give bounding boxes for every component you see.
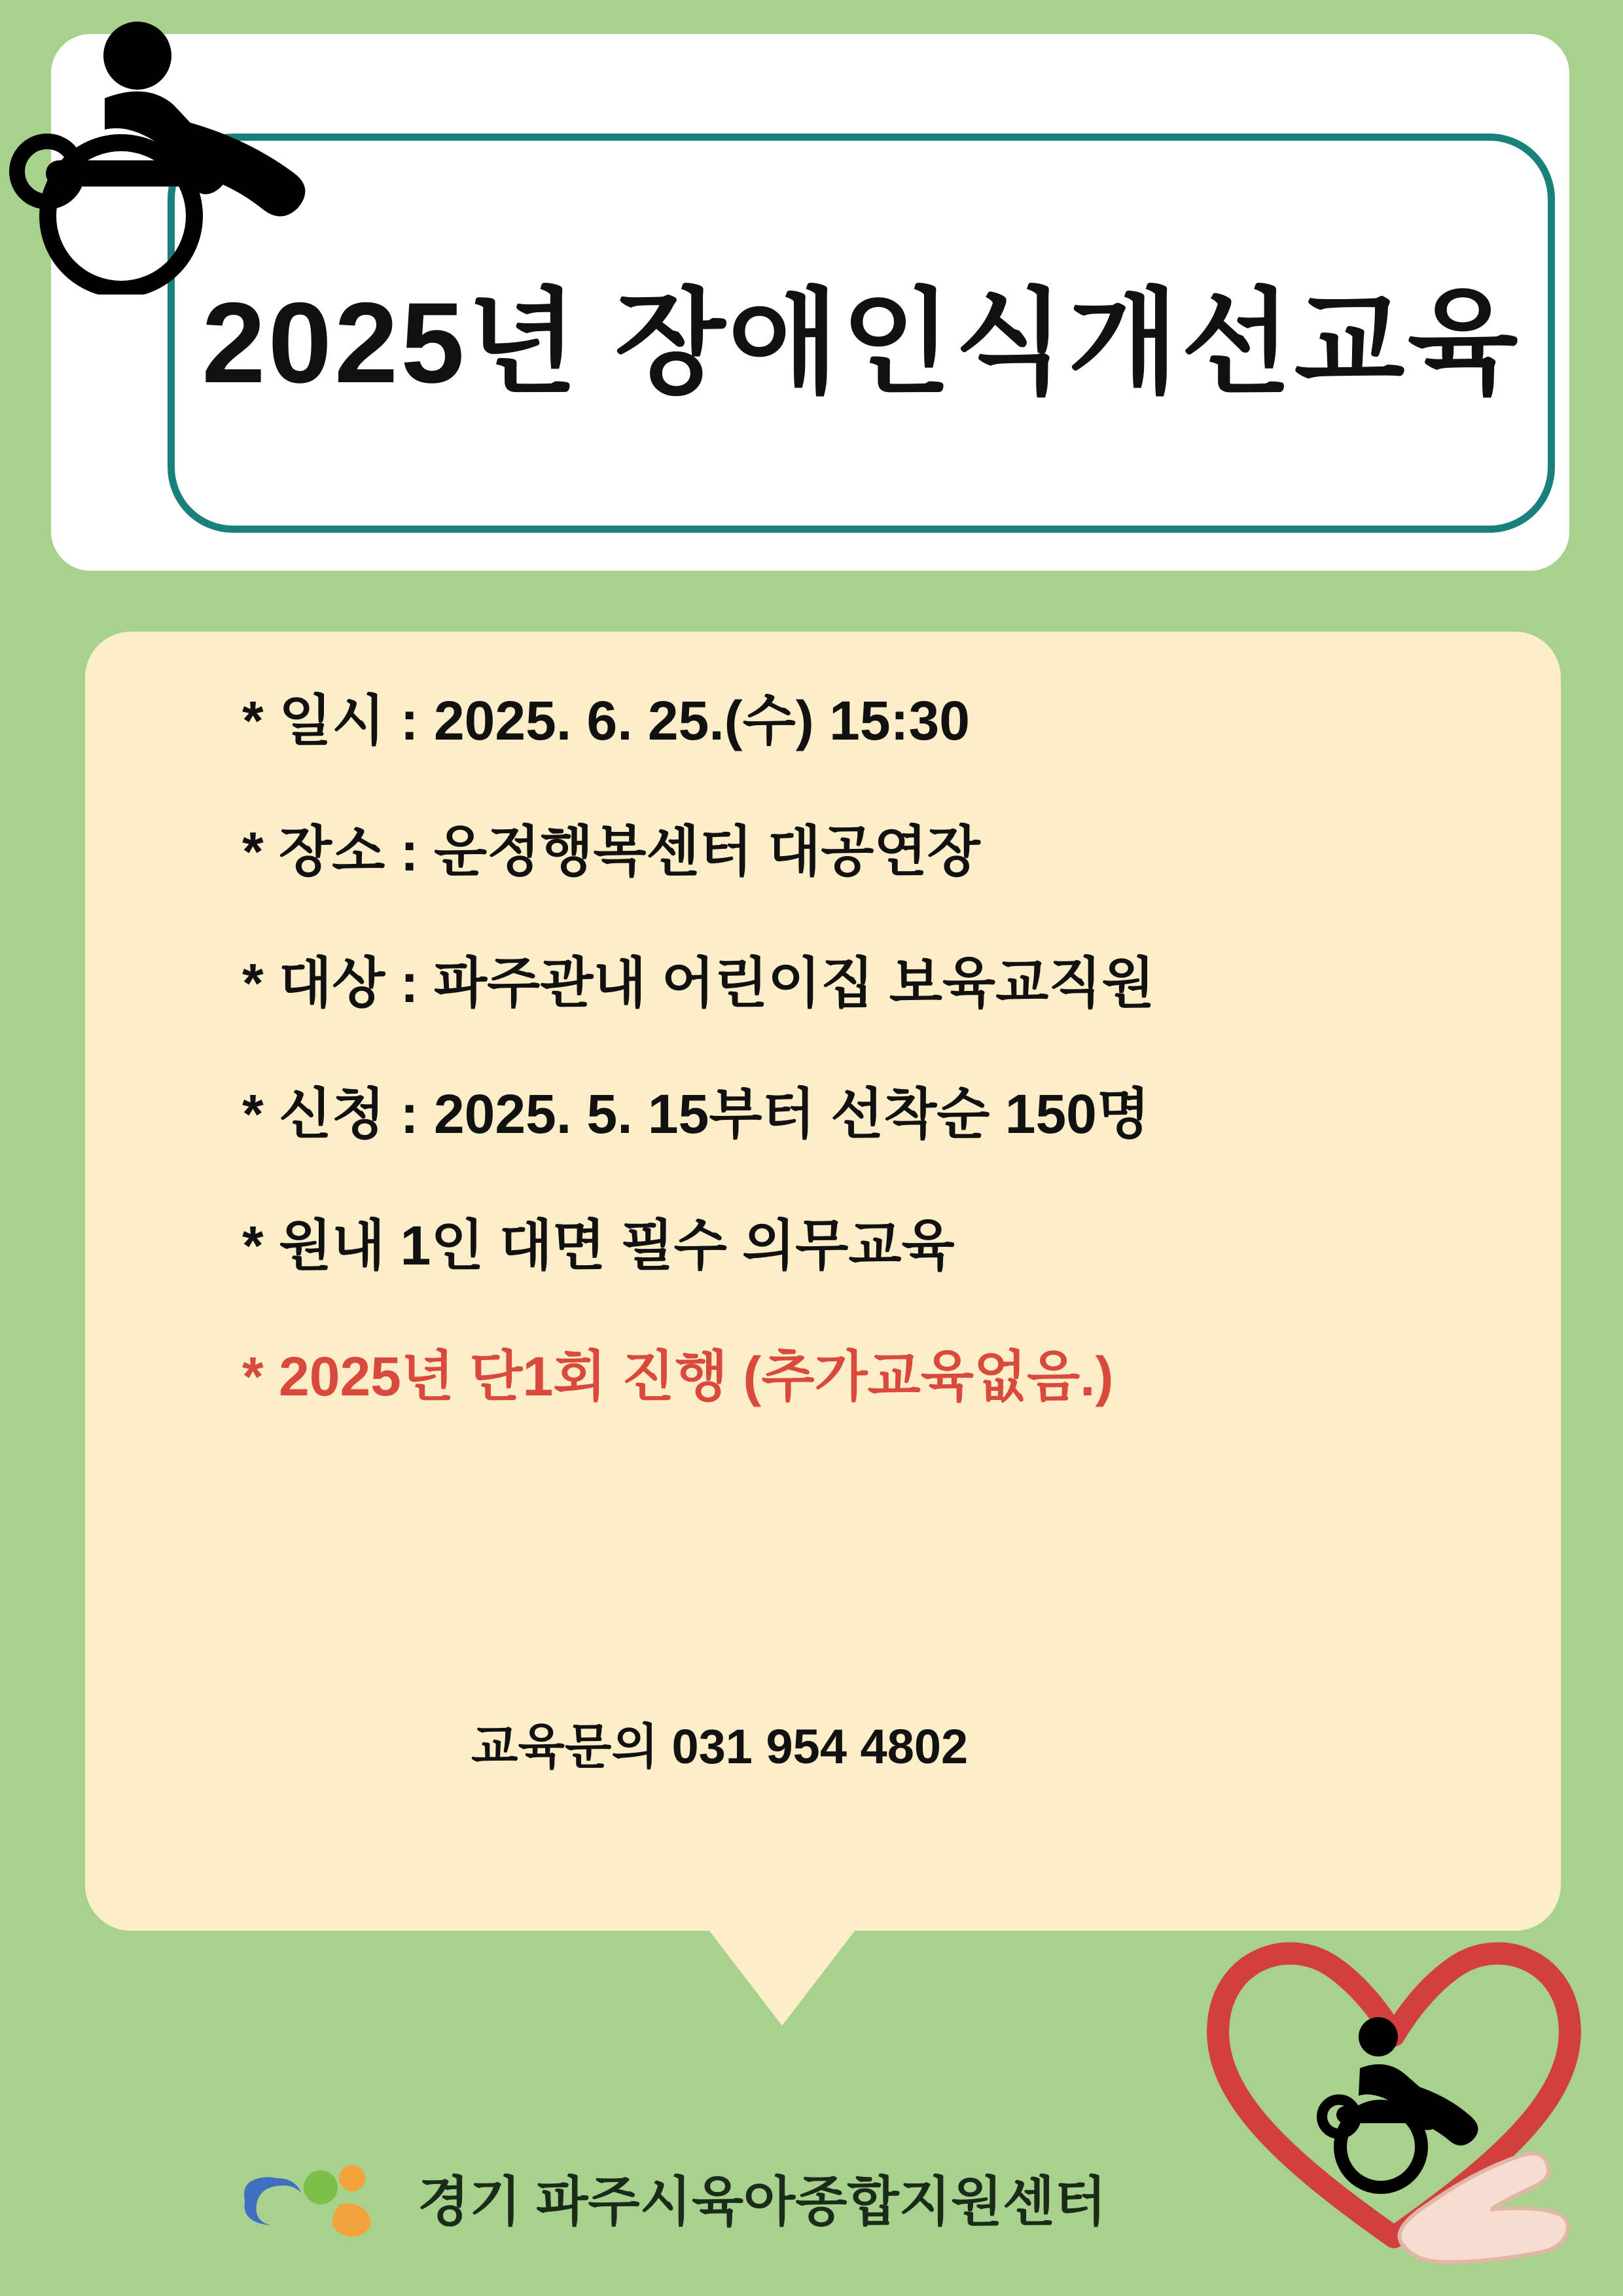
list-item: * 장소 : 운정행복센터 대공연장	[242, 821, 980, 883]
list-item: * 원내 1인 대면 필수 의무교육	[242, 1214, 955, 1276]
info-bubble-tail	[707, 1928, 857, 2026]
list-item: * 대상 : 파주관내 어린이집 보육교직원	[242, 952, 1155, 1014]
list-item: * 신청 : 2025. 5. 15부터 선착순 150명	[242, 1083, 1150, 1145]
footer-logo	[242, 2153, 1107, 2242]
wheelchair-person-icon	[7, 20, 347, 295]
list-item: * 일시 : 2025. 6. 25.(수) 15:30	[242, 690, 970, 751]
heart-hand-wheelchair-icon	[1185, 1897, 1603, 2289]
page-title: 2025년 장애인식개선교육	[202, 279, 1521, 407]
info-list	[242, 691, 1486, 1477]
footer-org-name: 경기 파주시육아종합지원센터	[418, 2172, 1107, 2232]
list-item-highlight: * 2025년 단1회 진행 (추가교육없음.)	[242, 1345, 1114, 1407]
center-logo-mark-icon	[242, 2153, 399, 2242]
contact-info: 교육문의 031 954 4802	[471, 1719, 969, 1774]
